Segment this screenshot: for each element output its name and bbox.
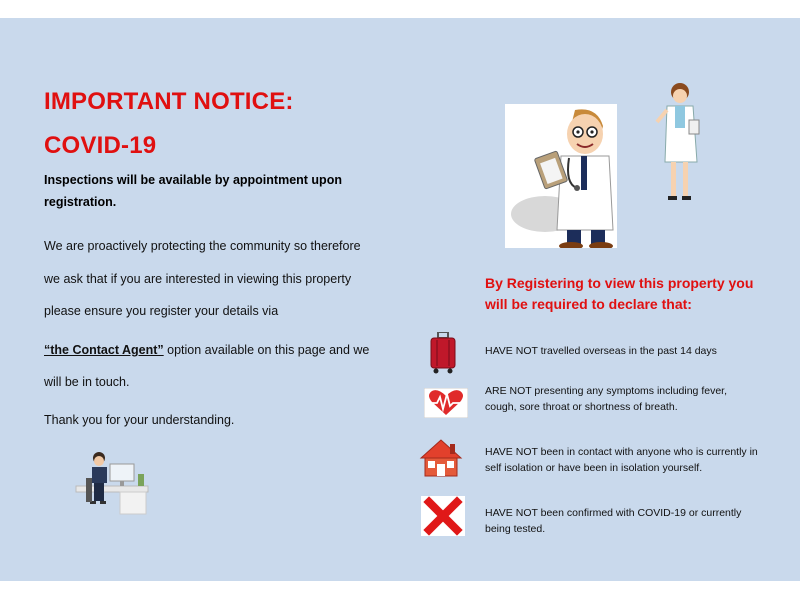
paragraph-line-3: please ensure you register your details via bbox=[44, 304, 279, 318]
declaration-item-3: HAVE NOT been in contact with anyone who is currently in self isolation or have been in isolation yourself. bbox=[485, 446, 758, 474]
paragraph-line-2: we ask that if you are interested in viewing this property bbox=[44, 272, 352, 286]
paragraph-line-5: will be in touch. bbox=[44, 375, 130, 389]
heart-pulse-icon bbox=[424, 388, 468, 418]
house-icon bbox=[419, 438, 463, 478]
declaration-item-1: HAVE NOT travelled overseas in the past 14 days bbox=[485, 345, 717, 357]
thank-you-text: Thank you for your understanding. bbox=[44, 413, 235, 427]
declaration-heading: By Registering to view this property you will be required to declare that: bbox=[485, 275, 754, 312]
contact-rest-text: option available on this page and we bbox=[163, 343, 370, 357]
office-worker-illustration bbox=[74, 450, 154, 516]
female-doctor-illustration bbox=[655, 82, 701, 202]
title-covid: COVID-19 bbox=[44, 132, 157, 159]
contact-agent-link[interactable]: “the Contact Agent” bbox=[44, 343, 164, 357]
paragraph-line-1: We are proactively protecting the community so therefore bbox=[44, 239, 361, 253]
paragraph-line-4 bbox=[44, 342, 369, 358]
suitcase-icon bbox=[427, 332, 459, 374]
notice-page bbox=[0, 18, 800, 581]
declaration-item-2: ARE NOT presenting any symptoms including fever, cough, sore throat or shortness of breath. bbox=[485, 385, 727, 413]
title-important-notice: IMPORTANT NOTICE: bbox=[44, 88, 294, 115]
intro-text: Inspections will be available by appointment upon registration. bbox=[44, 173, 342, 209]
male-doctor-illustration bbox=[505, 104, 617, 248]
declaration-item-4: HAVE NOT been confirmed with COVID-19 or currently being tested. bbox=[485, 507, 742, 535]
red-x-icon bbox=[421, 496, 465, 536]
